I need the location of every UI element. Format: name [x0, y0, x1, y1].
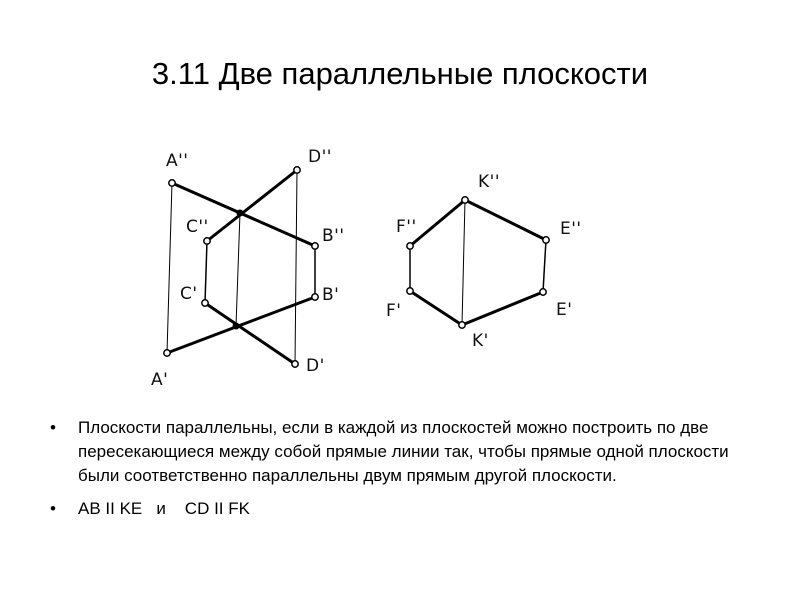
- label-c1: C': [180, 284, 198, 304]
- label-d2: D'': [308, 147, 332, 167]
- line-k2-e2: [465, 200, 546, 240]
- bullet-text: Плоскости параллельны, если в каждой из плоскостей можно построить по две пересекающиеся между собой прямые линии так, чтобы прямые одной плоскости были соответственно параллельны двум прямым другой плоскости.: [78, 418, 729, 485]
- connection-line-intersection: [236, 213, 240, 326]
- intersection-point-lower: [233, 323, 240, 330]
- bullet-list: [48, 416, 768, 530]
- label-a1: A': [151, 370, 169, 390]
- point-f2: [407, 243, 413, 249]
- point-d1: [292, 361, 298, 367]
- intersection-point-upper: [237, 210, 244, 217]
- point-e1: [540, 289, 546, 295]
- label-b1: B': [322, 285, 340, 305]
- bullet-symbol: •: [50, 418, 56, 437]
- bullet-text: AB II KE и CD II FK: [78, 499, 250, 518]
- slide-title: 3.11 Две параллельные плоскости: [151, 56, 649, 91]
- line-a1-b1: [167, 297, 315, 353]
- label-c2: C'': [186, 217, 209, 237]
- label-k1: K': [472, 331, 489, 351]
- connection-line-e: [543, 240, 546, 292]
- label-a2: A'': [166, 151, 189, 171]
- bullet-item: [48, 497, 768, 521]
- point-d2: [294, 167, 300, 173]
- label-e1: E': [556, 300, 573, 320]
- bullet-item: [48, 416, 768, 488]
- point-f1: [407, 288, 413, 294]
- point-c1: [202, 300, 208, 306]
- label-e2: E'': [560, 219, 582, 239]
- point-k1: [459, 322, 465, 328]
- projection-diagram: [130, 130, 630, 390]
- point-b2: [312, 243, 318, 249]
- label-d1: D': [306, 356, 325, 376]
- label-k2: K'': [478, 172, 500, 192]
- point-k2: [462, 197, 468, 203]
- label-b2: B'': [322, 226, 345, 246]
- connection-line-k: [462, 200, 465, 325]
- connection-line-a: [167, 183, 172, 353]
- point-a2: [169, 180, 175, 186]
- label-f2: F'': [396, 217, 417, 237]
- point-b1: [312, 294, 318, 300]
- point-a1: [164, 350, 170, 356]
- bullet-symbol: •: [50, 499, 56, 518]
- connection-line-c: [205, 241, 207, 303]
- line-k1-e1: [462, 292, 543, 325]
- label-f1: F': [386, 301, 402, 321]
- connection-line-d: [295, 170, 297, 364]
- point-c2: [204, 238, 210, 244]
- line-f1-k1: [410, 291, 462, 325]
- point-e2: [543, 237, 549, 243]
- line-f2-k2: [410, 200, 465, 246]
